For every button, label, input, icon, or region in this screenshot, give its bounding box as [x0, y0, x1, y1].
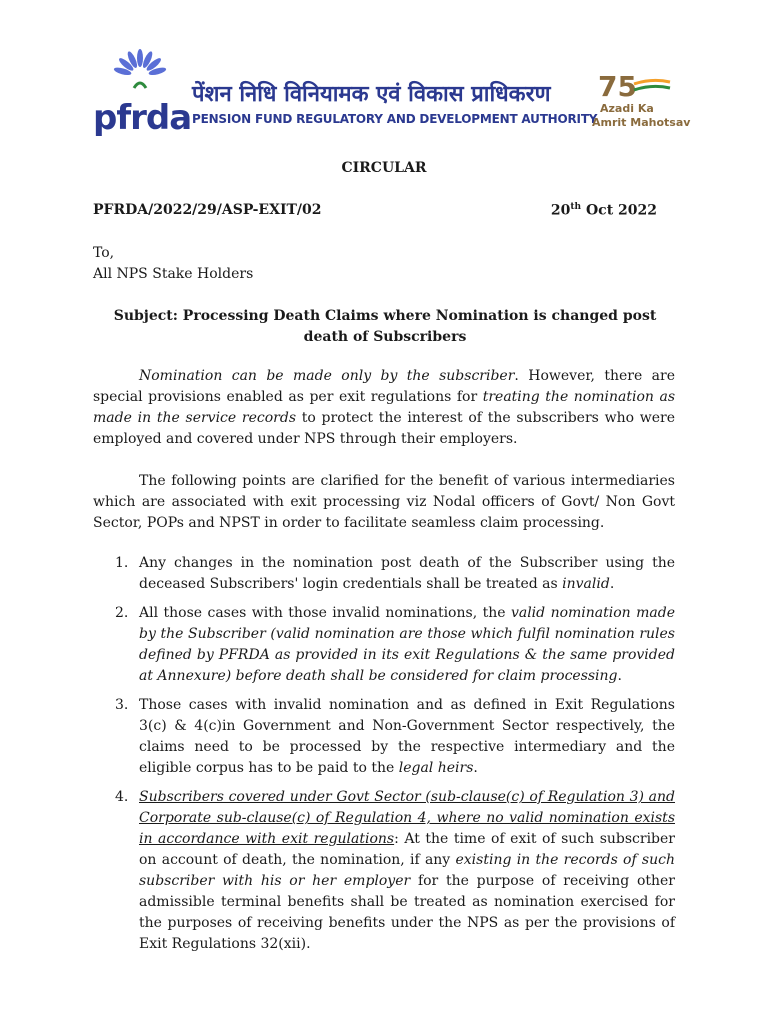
- clarification-list: [93, 553, 675, 963]
- azadi-text-line1: Azadi Ka: [600, 102, 654, 115]
- paragraph-nomination: Nomination can be made only by the subscriber. However, there are special provisions enabled as per exit regulations for treating the nomination as made in the service records to protect the interest of the subscribers who were employed and covered under NPS through their employers.: [93, 368, 675, 447]
- azadi-ka-amrit-mahotsav-logo: [592, 70, 691, 140]
- document-title: CIRCULAR: [341, 160, 427, 176]
- org-name-hindi: पेंशन निधि विनियामक एवं विकास प्राधिकरण: [192, 82, 551, 107]
- org-name-english: PENSION FUND REGULATORY AND DEVELOPMENT AUTHORITY: [192, 112, 598, 126]
- circular-reference: PFRDA/2022/29/ASP-EXIT/02: [93, 202, 322, 218]
- circular-date: 20th Oct 2022: [550, 202, 657, 219]
- addressee-block: [93, 243, 253, 285]
- logo-wordmark: pfrda: [93, 98, 192, 138]
- to-label: To,: [93, 245, 115, 261]
- azadi-75-mark: 75: [598, 70, 637, 103]
- letterhead: [90, 48, 690, 138]
- flag-swoosh-icon: [632, 78, 672, 98]
- subject-line: Subject: Processing Death Claims where Nomination is changed post death of Subscribers: [113, 308, 657, 345]
- list-item: 3. Those cases with invalid nomination and as defined in Exit Regulations 3(c) & 4(c)in Government and Non-Government Sector respectively, the claims need to be processed by the respective intermediary and the eligible corpus has to be paid to the legal heirs.: [115, 697, 675, 776]
- to-recipient: All NPS Stake Holders: [93, 266, 254, 282]
- list-item: 2. All those cases with those invalid nominations, the valid nomination made by the Subscriber (valid nomination are those which fulfil nomination rules defined by PFRDA as provided in its exit Regulations & the same provided at Annexure) before death shall be considered for claim processing.: [115, 605, 675, 684]
- paragraph-clarification: The following points are clarified for the benefit of various intermediaries which are associated with exit processing viz Nodal officers of Govt/ Non Govt Sector, POPs and NPST in order to facilitate seamless claim processing.: [93, 473, 675, 531]
- pfrda-logo: [90, 48, 190, 136]
- list-item: 1. Any changes in the nomination post death of the Subscriber using the deceased Subscribers' login credentials shall be treated as invalid.: [115, 555, 675, 592]
- azadi-text-line2: Amrit Mahotsav: [592, 116, 691, 129]
- list-item: 4. Subscribers covered under Govt Sector (sub-clause(c) of Regulation 3) and Corporate sub-clause(c) of Regulation 4, where no valid nomination exists in accordance with exit regulations: At the time of exit of such subscriber on account of death, the nomination, if any existing in the records of such subscriber with his or her employer for the purpose of receiving other admissible terminal benefits shall be treated as nomination exercised for the purposes of receiving benefits under the NPS as per the provisions of Exit Regulations 32(xii).: [115, 789, 675, 952]
